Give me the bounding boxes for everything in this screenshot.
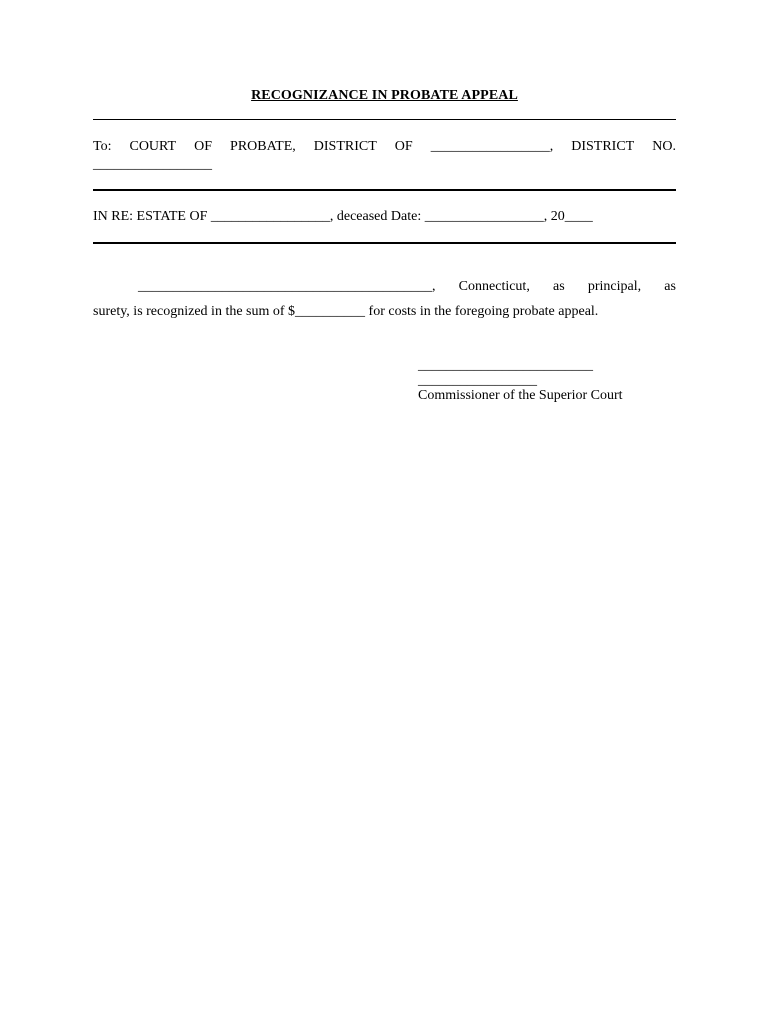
to-word: NO.	[652, 139, 676, 154]
to-word: COURT	[129, 139, 177, 154]
paragraph-word: principal,	[587, 279, 642, 294]
district-number-blank: _________________	[93, 157, 212, 172]
to-word: DISTRICT	[571, 139, 635, 154]
section-divider-1	[93, 189, 676, 191]
paragraph-word: Connecticut,	[458, 279, 530, 294]
paragraph-line-1	[138, 279, 676, 295]
principal-blank: __________________________________________,	[138, 279, 436, 294]
paragraph-line-2: surety, is recognized in the sum of $__________ for costs in the foregoing probate appeal.	[93, 304, 599, 319]
signature-blank-2: _________________	[418, 373, 537, 388]
signature-blank-1: _________________________	[418, 358, 593, 373]
title-divider	[93, 119, 676, 120]
in-re-line: IN RE: ESTATE OF _________________, deceased Date: _________________, 20____	[93, 209, 593, 224]
district-blank: _________________,	[430, 139, 554, 154]
to-word: PROBATE,	[230, 139, 296, 154]
document-title: RECOGNIZANCE IN PROBATE APPEAL	[251, 88, 518, 103]
signature-caption: Commissioner of the Superior Court	[418, 388, 623, 403]
paragraph-word: as	[664, 279, 676, 294]
to-word: OF	[394, 139, 413, 154]
to-word: DISTRICT	[313, 139, 377, 154]
to-line	[93, 139, 676, 155]
section-divider-2	[93, 242, 676, 244]
paragraph-word: as	[553, 279, 565, 294]
to-word: OF	[194, 139, 213, 154]
to-label: To:	[93, 139, 112, 154]
